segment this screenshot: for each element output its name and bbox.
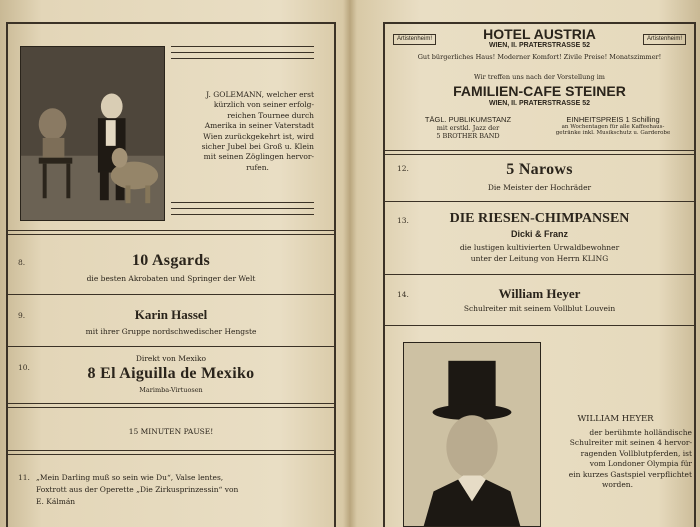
caption-line: vom Londoner Olympia für (589, 459, 692, 469)
act-title: Karin Hassel (134, 307, 208, 322)
artistenheim-badge: Artistenheim! (643, 34, 686, 45)
rule (171, 52, 314, 53)
act-number: 11. (18, 473, 30, 482)
act-title: DIE RIESEN-CHIMPANSEN (449, 211, 630, 226)
caption-line: ein kurzes Gastspiel verpflichtet (568, 469, 692, 479)
intermission: 15 MINUTEN PAUSE! (128, 427, 214, 436)
act-number: 8. (18, 258, 26, 267)
act-number: 13. (397, 216, 409, 225)
william-heyer-portrait (403, 342, 541, 527)
hotel-name: HOTEL AUSTRIA (483, 26, 596, 42)
rule (8, 294, 334, 295)
caption-line: Amerika in seiner Vaterstadt (204, 121, 314, 131)
dance-title: TÄGL. PUBLIKUMSTANZ (424, 115, 512, 124)
caption-line: worden. (602, 480, 633, 490)
caption-line: reichen Tournee durch (227, 110, 314, 120)
act-description: die besten Akrobaten und Springer der Welt (86, 274, 256, 283)
act-number: 12. (397, 164, 409, 173)
dance-line: mit erstkl. Jazz der (436, 124, 500, 132)
rule (8, 454, 334, 455)
golemann-dogs-photo (20, 46, 165, 221)
rule (385, 150, 694, 151)
act-11-line: Foxtrott aus der Operette „Die Zirkusprinzessin“ von (36, 485, 239, 494)
meet-line: Wir treffen uns nach der Vorstellung im (474, 73, 605, 81)
caption-line: kürzlich von seiner erfolg- (213, 100, 314, 110)
artistenheim-badge: Artistenheim! (393, 34, 436, 45)
rule (8, 234, 334, 235)
act-title: 5 Narows (506, 161, 573, 178)
portrait-caption (543, 428, 692, 490)
rule (8, 403, 334, 404)
rule (171, 202, 314, 203)
portrait-name: WILLIAM HEYER (577, 414, 654, 424)
rule (171, 208, 314, 209)
rule (8, 230, 334, 231)
cafe-name: FAMILIEN-CAFE STEINER (453, 83, 626, 99)
hotel-address: WIEN, II. PRATERSTRASSE 52 (489, 42, 590, 49)
rule (171, 58, 314, 59)
price-info (533, 115, 693, 136)
caption-line: der berühmte holländische (589, 428, 692, 437)
dance-info (393, 115, 543, 140)
act-number: 10. (18, 363, 30, 372)
act-11-text (36, 472, 328, 508)
act-pre: Direkt von Mexiko (135, 354, 207, 363)
cafe-address: WIEN, II. PRATERSTRASSE 52 (489, 100, 590, 107)
caption-line: J. GOLEMANN, welcher erst (206, 90, 314, 99)
act-description: Die Meister der Hochräder (487, 183, 592, 192)
rule (8, 407, 334, 408)
caption-line: sicher Jubel bei Groß u. Klein (201, 142, 314, 152)
caption-line: ragenden Vollblutpferden, ist (580, 448, 692, 458)
caption-line: mit seinen Zöglingen hervor- (203, 152, 314, 162)
act-title: 8 El Aiguilla de Mexiko (87, 365, 255, 382)
act-number: 9. (18, 311, 26, 320)
act-title: William Heyer (498, 286, 581, 301)
caption-line: Wien zurückgekehrt ist, wird (203, 131, 314, 141)
rule (171, 214, 314, 215)
act-description: die lustigen kultivierten Urwaldbewohner (459, 243, 620, 252)
caption-line: rufen. (246, 162, 269, 172)
act-description: unter der Leitung von Herrn KLING (470, 254, 609, 263)
rule (385, 325, 694, 326)
right-page (383, 22, 696, 527)
caption-line: Schulreiter mit seinen 4 hervor- (569, 438, 692, 448)
act-11-line: „Mein Darling muß so sein wie Du“, Valse lentes, (36, 473, 224, 482)
act-number: 14. (397, 290, 409, 299)
rule (385, 201, 694, 202)
price-title: EINHEITSPREIS 1 Schilling (566, 115, 660, 124)
act-description: Marimba-Virtuosen (139, 386, 203, 394)
act-subtitle: Dicki & Franz (510, 229, 568, 239)
dance-line: 5 BROTHER BAND (436, 132, 500, 140)
rule (8, 346, 334, 347)
left-page (6, 22, 336, 527)
act-description: Schulreiter mit seinem Vollblut Louvein (463, 304, 616, 313)
act-11-line: E. Kálmán (36, 497, 76, 506)
hotel-tagline: Gut bürgerliches Haus! Moderner Komfort! Zivile Preise! Monatszimmer! (417, 53, 662, 61)
rule (171, 46, 314, 47)
rule (385, 154, 694, 155)
act-title: 10 Asgards (131, 252, 211, 269)
rule (385, 274, 694, 275)
price-line: an Wochentagen für alle Kaffeehaus- (561, 124, 665, 130)
act-description: mit ihrer Gruppe nordschwedischer Hengste (85, 327, 257, 336)
rule (8, 450, 334, 451)
golemann-caption (171, 90, 314, 173)
price-line: getränke inkl. Musikschutz u. Garderobe (555, 130, 671, 136)
